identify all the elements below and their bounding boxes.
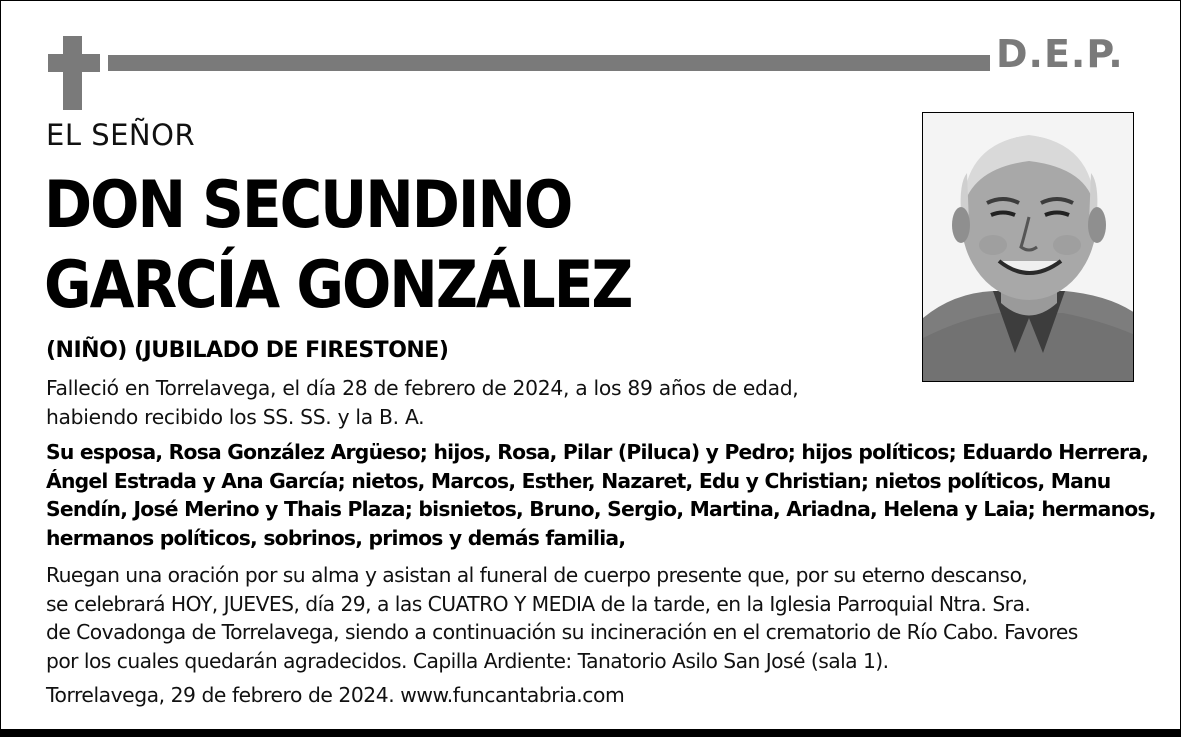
deceased-portrait (922, 112, 1134, 382)
funeral-line: de Covadonga de Torrelavega, siendo a continuación su incineración en el crematorio de Río Cabo. Favores (46, 620, 1078, 644)
family-line: Ángel Estrada y Ana García; nietos, Marcos, Esther, Nazaret, Edu y Christian; nietos políticos, Manu (46, 468, 1111, 493)
funeral-line: Ruegan una oración por su alma y asistan al funeral de cuerpo presente que, por su eterno descanso, (46, 563, 1028, 587)
funeral-line: se celebrará HOY, JUEVES, día 29, a las CUATRO Y MEDIA de la tarde, en la Iglesia Parroquial Ntra. Sra. (46, 591, 1031, 616)
funeral-details (46, 561, 1078, 675)
family-line: Sendín, José Merino y Thais Plaza; bisnietos, Bruno, Sergio, Martina, Ariadna, Helena y Laia; hermanos, (46, 497, 1156, 521)
family-line: Su esposa, Rosa González Argüeso; hijos, Rosa, Pilar (Piluca) y Pedro; hijos políticos; Eduardo Herrera, (46, 440, 1149, 464)
nickname-occupation: (NIÑO) (JUBILADO DE FIRESTONE) (46, 338, 449, 363)
header-rule (108, 55, 990, 71)
cross-icon (48, 36, 100, 110)
footer-place-date (46, 681, 624, 710)
bottom-rule (0, 729, 1181, 737)
death-notice-line: habiendo recibido los SS. SS. y la B. A. (46, 404, 425, 429)
family-list (46, 438, 1156, 552)
death-notice-line: Falleció en Torrelavega, el día 28 de febrero de 2024, a los 89 años de edad, (46, 376, 799, 400)
deceased-name-line1: DON SECUNDINO (44, 166, 572, 243)
funeral-line: por los cuales quedarán agradecidos. Capilla Ardiente: Tanatorio Asilo San José (sala 1). (46, 648, 889, 673)
family-line: hermanos políticos, sobrinos, primos y demás familia, (46, 525, 626, 550)
death-notice (46, 374, 798, 431)
footer-line: Torrelavega, 29 de febrero de 2024. www.funcantabria.com (46, 683, 625, 707)
honorific: EL SEÑOR (46, 118, 196, 152)
dep-label: D.E.P. (996, 32, 1124, 76)
deceased-name-line2: GARCÍA GONZÁLEZ (44, 246, 632, 323)
